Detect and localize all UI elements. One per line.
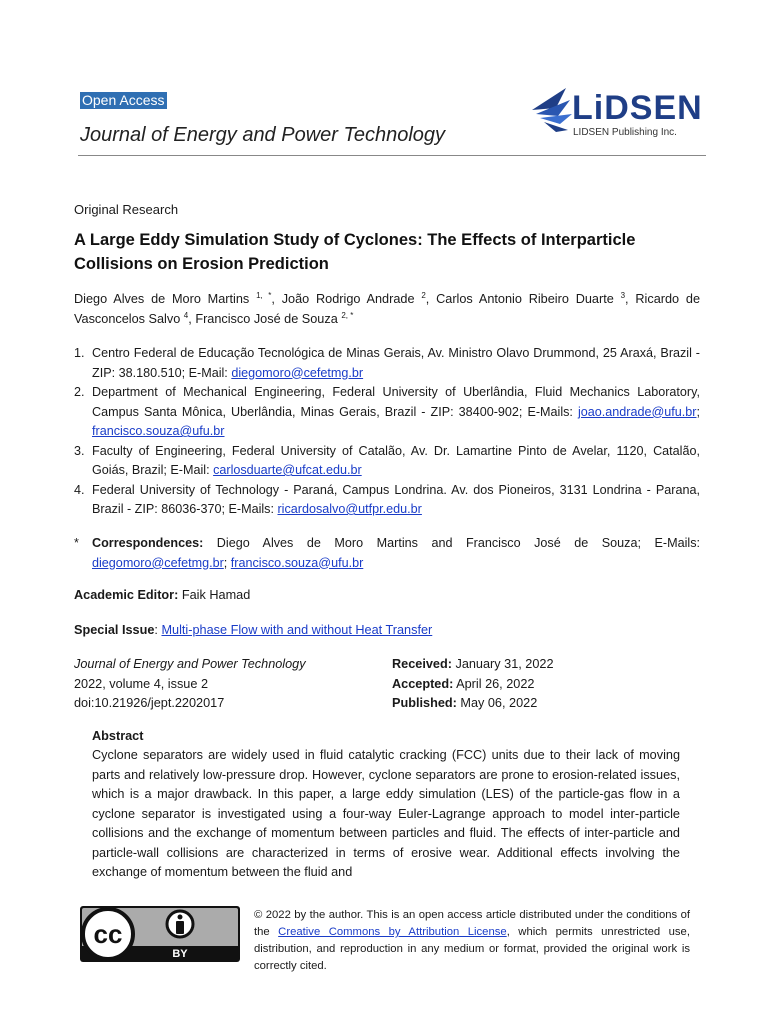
- lidsen-logo-icon: [526, 86, 574, 136]
- license-text-part: © 2022 by the author. This is an open access article distributed under the conditions of the: [254, 909, 690, 938]
- author-name: Ricardo de Vasconcelos Salvo: [74, 292, 701, 326]
- published-label: Published:: [392, 696, 457, 710]
- journal-title: Journal of Energy and Power Technology: [80, 124, 446, 146]
- email-link[interactable]: diegomoro@cefetmg.br: [231, 365, 364, 380]
- email-link[interactable]: francisco.souza@ufu.br: [230, 555, 364, 570]
- citation-info: [74, 655, 306, 714]
- affiliation-number: 3.: [74, 443, 85, 458]
- editor-name: Faik Hamad: [178, 588, 251, 602]
- license-text: [254, 907, 690, 975]
- author-name: Carlos Antonio Ribeiro Duarte: [436, 292, 614, 306]
- correspondence-marker: *: [74, 536, 79, 550]
- author-affiliation-mark: 2: [421, 290, 426, 300]
- email-link[interactable]: ricardosalvo@utfpr.edu.br: [277, 502, 422, 516]
- abstract-heading: Abstract: [92, 729, 144, 743]
- article-dates: [392, 655, 554, 714]
- logo-wordmark: LiDSEN: [572, 89, 703, 127]
- author-affiliation-mark: 1, *: [256, 290, 272, 300]
- special-issue-link[interactable]: Multi-phase Flow with and without Heat Transfer: [161, 623, 433, 637]
- author-name: João Rodrigo Andrade: [281, 292, 415, 306]
- received-label: Received:: [392, 657, 452, 671]
- affiliation-number: 1.: [74, 346, 85, 360]
- license-link[interactable]: Creative Commons by Attribution License: [278, 926, 507, 938]
- academic-editor: [74, 588, 250, 602]
- affiliation-item: [74, 344, 700, 383]
- affiliation-text: Centro Federal de Educação Tecnológica de Minas Gerais, Av. Ministro Olavo Drummond, 25 Araxá, Brazil - ZIP: 38.180.510; E-Mail:: [92, 346, 700, 380]
- affiliation-number: 2.: [74, 385, 85, 399]
- published-date: [392, 694, 554, 714]
- citation-doi: doi:10.21926/jept.2202017: [74, 696, 225, 710]
- special-issue: [74, 623, 432, 637]
- author-name: Francisco José de Souza: [195, 312, 338, 326]
- accepted-value: April 26, 2022: [453, 676, 535, 691]
- affiliation-item: [74, 481, 700, 520]
- correspondence-label: Correspondences:: [92, 536, 204, 550]
- email-link[interactable]: francisco.souza@ufu.br: [92, 424, 225, 438]
- email-separator: ;: [223, 555, 231, 570]
- author-list: [74, 289, 700, 329]
- abstract-text: Cyclone separators are widely used in fluid catalytic cracking (FCC) units due to their lack of moving parts and relatively low-pressure drop. However, cyclone separators are prone to erosion-related issues, which is a major drawback. In this paper, a large eddy simulation (LES) of the particle-gas flow in a cyclone separator is investigated using a four-way Euler-Lagrange approach to model inter-particle collisions and the exchange of momentum between particles and fluid. The effects of inter-particle and particle-wall collisions are characterized in terms of erosive wear. Additional effects involving the exchange of momentum between the fluid and: [92, 748, 680, 879]
- email-link[interactable]: diegomoro@cefetmg.br: [92, 555, 224, 570]
- cc-by-badge[interactable]: [80, 906, 240, 962]
- accepted-label: Accepted:: [392, 676, 454, 691]
- editor-label: Academic Editor:: [74, 588, 179, 602]
- logo-subtitle: LIDSEN Publishing Inc.: [573, 127, 677, 138]
- citation-volume: 2022, volume 4, issue 2: [74, 676, 209, 691]
- author-separator: ,: [625, 292, 636, 306]
- citation-journal: Journal of Energy and Power Technology: [74, 657, 306, 671]
- email-link[interactable]: carlosduarte@ufcat.edu.br: [213, 463, 362, 477]
- cc-by-icon: [80, 906, 240, 962]
- affiliation-text: Faculty of Engineering, Federal University of Catalão, Av. Dr. Lamartine Pinto de Avelar, 1120, Catalão, Goiás, Brazil; E-Mail:: [92, 443, 700, 477]
- received-date: [392, 655, 554, 675]
- affiliation-item: [74, 442, 700, 481]
- affiliation-text: Department of Mechanical Engineering, Federal University of Uberlândia, Fluid Mechanics Laboratory, Campus Santa Mônica, Uberlândia, Minas Gerais, Brazil - ZIP: 38400-902; E-Mails:: [92, 385, 700, 419]
- affiliation-number: 4.: [74, 482, 85, 497]
- published-value: May 06, 2022: [456, 696, 538, 710]
- by-badge-text: BY: [172, 948, 188, 960]
- open-access-badge: Open Access: [82, 92, 165, 108]
- article-title: A Large Eddy Simulation Study of Cyclones: The Effects of Interparticle Collisions on Erosion Prediction: [74, 231, 636, 273]
- received-value: January 31, 2022: [451, 657, 554, 671]
- license-text-part: , which permits unrestricted use, distribution, and reproduction in any medium or format, provided the original work is correctly cited.: [254, 926, 690, 972]
- accepted-date: [392, 675, 554, 695]
- special-issue-label: Special Issue: [74, 623, 155, 637]
- correspondence-text: Diego Alves de Moro Martins and Francisco José de Souza; E-Mails:: [203, 536, 700, 550]
- author-separator: ,: [188, 312, 196, 326]
- author-separator: ,: [271, 292, 282, 306]
- correspondence: [74, 534, 700, 573]
- author-affiliation-mark: 4: [183, 310, 189, 320]
- author-affiliation-mark: 2, *: [341, 310, 354, 320]
- lidsen-logo: [526, 80, 706, 144]
- cc-badge-text: cc: [93, 919, 123, 949]
- author-separator: ,: [425, 292, 437, 306]
- affiliation-text: Federal University of Technology - Paraná, Campus Londrina. Av. dos Pioneiros, 3131 Londrina - Parana, Brazil - ZIP: 86036-370; E-Mails:: [92, 482, 700, 516]
- affiliation-list: [74, 344, 700, 520]
- affiliation-item: 2. Department of Mechanical Engineering, Federal University of Uberlândia, Fluid Mechanics Laboratory, Campus Santa Mônica, Uberlândia, Minas Gerais, Brazil - ZIP: 38400-902; E-Mails: joao.andrade@ufu.br; francisco.souza@ufu.br: [74, 385, 700, 438]
- header-divider: [78, 155, 706, 156]
- email-link[interactable]: joao.andrade@ufu.br: [577, 404, 697, 419]
- article-type: Original Research: [74, 202, 179, 217]
- author-affiliation-mark: 3: [620, 290, 626, 300]
- special-issue-separator: :: [154, 623, 162, 637]
- author-name: Diego Alves de Moro Martins: [74, 292, 250, 306]
